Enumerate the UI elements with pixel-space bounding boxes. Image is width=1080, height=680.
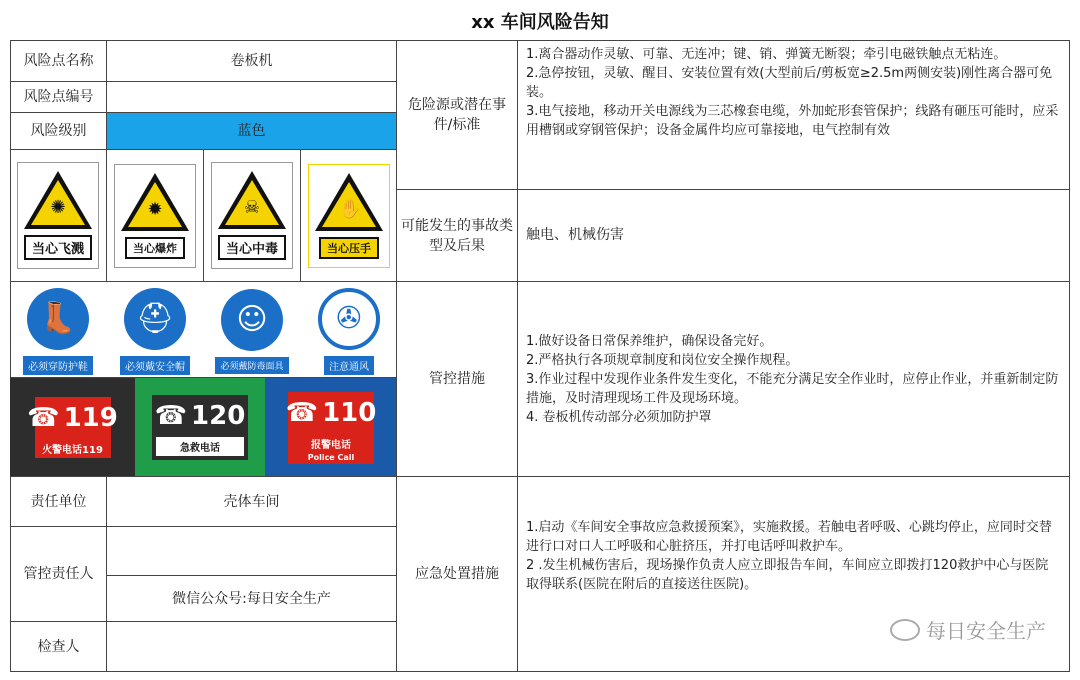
phone-icon: ☎ [27, 403, 60, 433]
splash-icon: ✺ [50, 197, 66, 218]
label-text: 责任单位 [30, 493, 87, 510]
control-person-value [106, 526, 397, 576]
boot-icon: 👢 [27, 288, 89, 350]
wechat-icon [890, 619, 920, 641]
skull-icon: ☠ [243, 197, 261, 218]
control-measures-label [396, 281, 518, 477]
phone-label: 火警电话119 [35, 439, 111, 458]
helmet-icon: ⛑ [124, 288, 186, 350]
label-text: 管控责任人 [23, 566, 94, 582]
mandatory-sign-1 [14, 285, 102, 377]
phone-number: 120 [191, 401, 246, 431]
warning-sign-1 [14, 153, 102, 278]
control-item: 1.做好设备日常保养维护，确保设备完好。 [526, 333, 773, 349]
warning-sign-label: 当心爆炸 [125, 237, 185, 259]
hazard-item: 3.电气接地，移动开关电源线为三芯橡套电缆，外加蛇形套管保护；线路有砸压可能时，应采用槽钢或穿钢管保护；设备金属件均应可靠接地，电气控制有效 [526, 104, 1059, 138]
label-text: 风险级别 [30, 123, 87, 139]
page-title: xx 车间风险告知 [471, 12, 609, 33]
control-item: 2.严格执行各项规章制度和岗位安全操作规程。 [526, 352, 799, 368]
control-person-label [10, 526, 107, 622]
hazard-content [517, 40, 1070, 190]
watermark [890, 615, 1046, 644]
warning-sign-2 [110, 153, 200, 278]
warning-sign-cell-divider-1 [106, 149, 107, 282]
control-item: 3.作业过程中发现作业条件发生变化，不能充分满足安全作业时，应停止作业，并重新制定防措施，及时清理现场工件及现场环境。 [526, 371, 1059, 406]
hazard-label [396, 40, 518, 190]
value-text: 蓝色 [237, 123, 266, 139]
inspector-value [106, 621, 397, 672]
label-text: 应急处置措施 [415, 566, 499, 582]
warning-sign-label: 当心压手 [319, 237, 379, 259]
value-text: 微信公众号:每日安全生产 [172, 590, 331, 607]
emergency-item: 2 .发生机械伤害后，现场操作负责人应立即报告车间，车间应立即拨打120救护中心与医院取得联系(医院在附后的直接送往医院)。 [526, 558, 1049, 592]
warning-sign-label: 当心中毒 [218, 235, 286, 260]
mandatory-sign-label: 必须戴安全帽 [120, 356, 190, 375]
emergency-label [396, 476, 518, 672]
value-text: 卷板机 [230, 53, 273, 69]
label-text: 可能发生的事故类型及后果 [401, 217, 513, 254]
crush-hand-icon: ✋ [339, 198, 362, 220]
phone-sign-110 [265, 378, 397, 477]
label-text: 风险点名称 [23, 53, 94, 69]
hazard-item: 2.急停按钮，灵敏、醒目、安装位置有效(大型前后/剪板宽≥2.5m两侧安装)刚性离合器可免装。 [526, 66, 1053, 100]
accident-value: 触电、机械伤害 [526, 227, 624, 243]
label-text: 检查人 [37, 638, 80, 655]
hazard-item: 1.离合器动作灵敏、可靠、无连冲；键、销、弹簧无断裂；牵引电磁铁触点无粘连。 [526, 47, 1007, 62]
phone-icon: ☎ [154, 401, 188, 431]
label-text: 风险点编号 [23, 89, 94, 105]
phone-sign-119 [10, 378, 135, 477]
phone-icon: ☎ [285, 397, 319, 428]
gas-mask-icon: ☺ [221, 289, 283, 351]
mandatory-sign-label: 注意通风 [324, 356, 374, 375]
warning-sign-cell-divider-2 [203, 149, 204, 282]
label-text: 危险源或潜在事件/标准 [408, 97, 506, 133]
risk-point-name-value [106, 40, 397, 82]
phone-label: 报警电话 [311, 439, 351, 451]
phone-sign-120 [135, 378, 265, 477]
mandatory-sign-3 [207, 285, 297, 377]
warning-sign-label: 当心飞溅 [24, 235, 92, 260]
control-item: 4. 卷板机传动部分必须加防护罩 [526, 409, 712, 425]
phone-number: 119 [63, 403, 118, 433]
wechat-note [106, 575, 397, 622]
responsible-unit-value [106, 476, 397, 527]
label-text: 管控措施 [429, 371, 485, 387]
ventilation-icon: ✇ [318, 288, 380, 350]
emergency-item: 1.启动《车间安全事故应急救援预案》，实施救援。若触电者呼吸、心跳均停止，应同时交替进行口对口人工呼吸和心脏挤压，并打电话呼叫救护车。 [526, 520, 1052, 554]
mandatory-sign-2 [110, 285, 200, 377]
risk-point-no-value [106, 81, 397, 113]
warning-sign-3 [207, 153, 297, 278]
risk-level-label [10, 112, 107, 150]
control-measures-content [517, 281, 1070, 477]
watermark-text: 每日安全生产 [926, 619, 1046, 643]
risk-level-value [106, 112, 397, 150]
mandatory-sign-label: 必须穿防护鞋 [23, 356, 93, 375]
warning-sign-4 [304, 153, 394, 278]
mandatory-sign-label: 必须戴防毒面具 [215, 357, 288, 374]
responsible-unit-label [10, 476, 107, 527]
accident-label [396, 189, 518, 282]
value-text: 壳体车间 [223, 493, 280, 510]
accident-content [517, 189, 1070, 282]
phone-label: 急救电话 [156, 437, 244, 456]
inspector-label [10, 621, 107, 672]
risk-point-name-label [10, 40, 107, 82]
mandatory-sign-4 [304, 285, 394, 377]
explosion-icon: ✹ [147, 198, 163, 220]
phone-sublabel: Police Call [307, 452, 355, 462]
phone-number: 110 [322, 397, 377, 428]
risk-point-no-label [10, 81, 107, 113]
warning-sign-cell-divider-3 [300, 149, 301, 282]
